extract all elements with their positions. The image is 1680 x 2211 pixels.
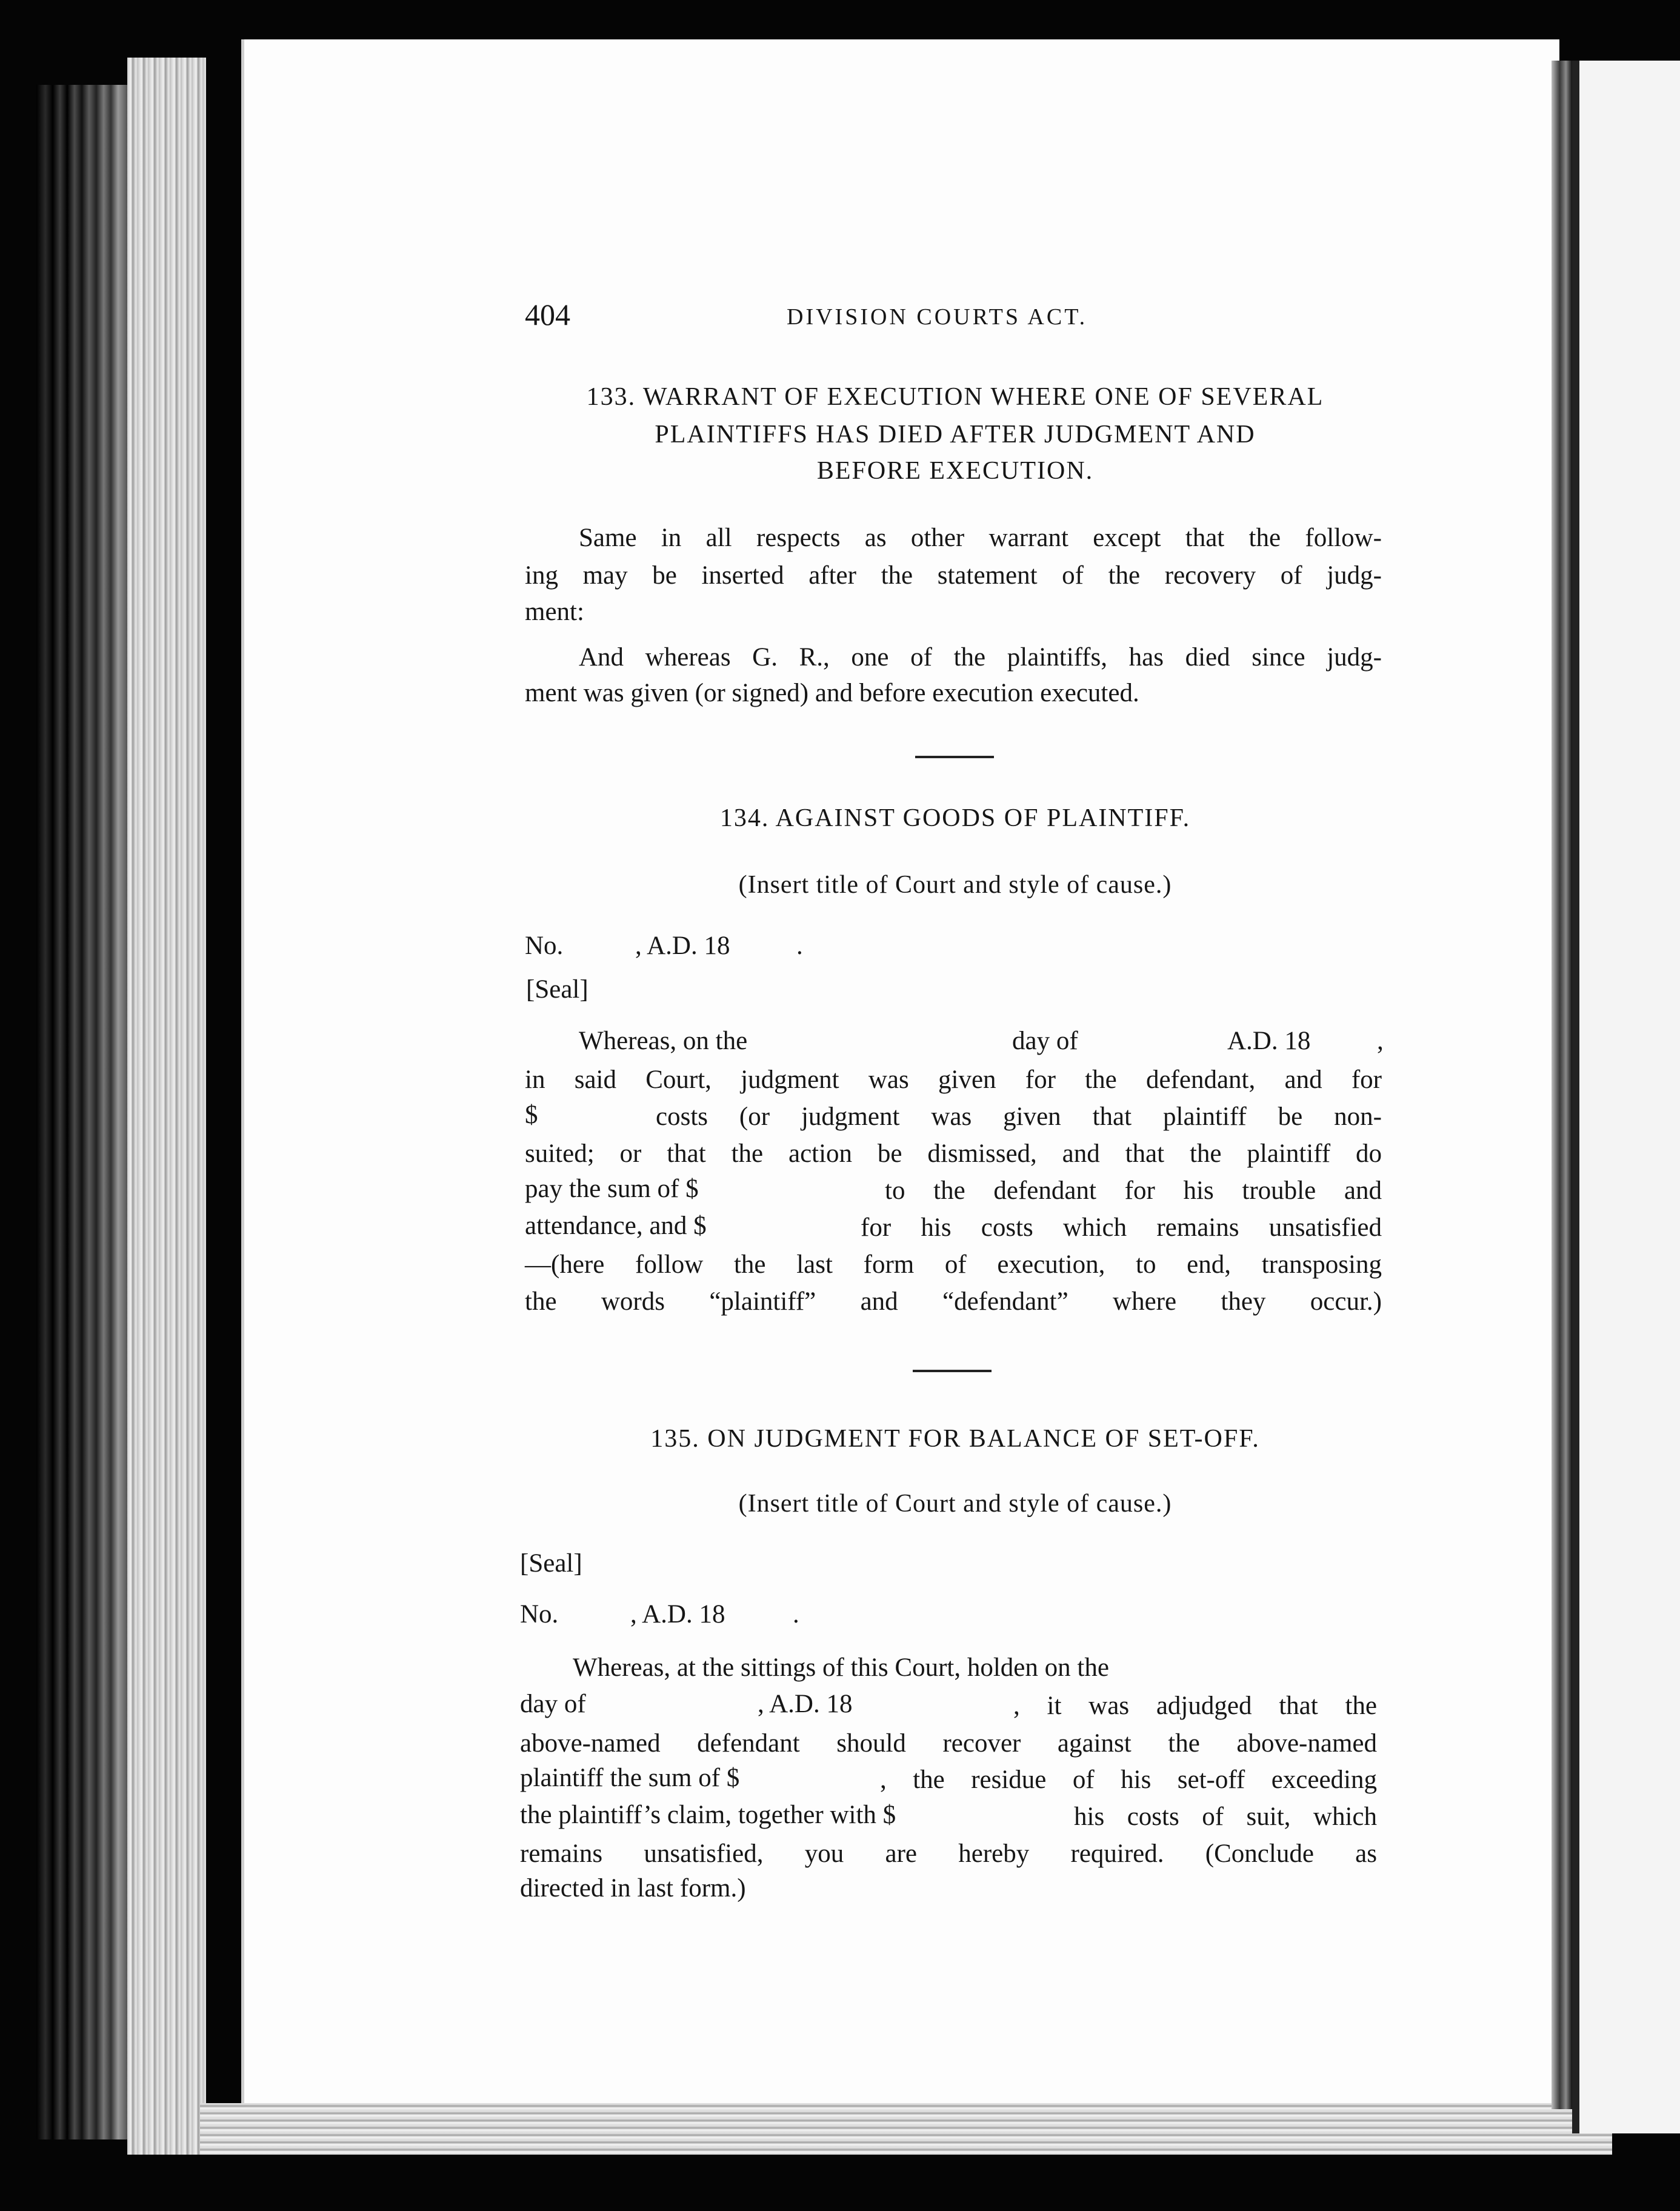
s135-claim-b: his costs of suit, which — [1074, 1802, 1377, 1831]
s135-ad-label: , A.D. 18 — [630, 1600, 725, 1629]
s135-ad-period: . — [793, 1600, 799, 1629]
s134-att-a: attendance, and $ — [525, 1212, 707, 1240]
s134-att-b: for his costs which remains unsatisfied — [861, 1213, 1382, 1242]
s135-claim-a: the plaintiff’s claim, together with $ — [520, 1801, 896, 1829]
s134-body-line-3: —(here follow the last form of execution, to end, transposing — [525, 1250, 1382, 1279]
s135-ad18: , A.D. 18 — [758, 1690, 853, 1718]
section-133-title-line-3: BEFORE EXECUTION. — [816, 457, 1094, 485]
s135-line-7: directed in last form.) — [520, 1874, 746, 1903]
facing-page-shadow — [1572, 61, 1579, 2133]
s134-costs-line: costs (or judgment was given that plaintiff be non- — [656, 1102, 1382, 1131]
section-135-title: 135. ON JUDGMENT FOR BALANCE OF SET-OFF. — [650, 1425, 1260, 1453]
section-divider — [913, 1370, 992, 1372]
s134-instruction: (Insert title of Court and style of cause.) — [738, 871, 1172, 899]
page-stack-bottom — [200, 2103, 1612, 2155]
section-133-title-line-1: 133. WARRANT OF EXECUTION WHERE ONE OF SEVERAL — [586, 383, 1324, 411]
s133-para2-line-2: ment was given (or signed) and before execution executed. — [525, 679, 1139, 707]
s134-day-of: day of — [1012, 1027, 1078, 1055]
s133-para1-line-3: ment: — [525, 598, 584, 626]
s135-instruction: (Insert title of Court and style of cause.) — [738, 1490, 1172, 1518]
s135-plaintiff-sum-a: plaintiff the sum of $ — [520, 1764, 740, 1792]
s134-ad18: A.D. 18 — [1227, 1027, 1311, 1055]
section-divider — [915, 756, 994, 758]
s134-body-line-2: suited; or that the action be dismissed, and that the plaintiff do — [525, 1139, 1382, 1168]
s134-pay-b: to the defendant for his trouble and — [885, 1176, 1382, 1205]
section-133-title-line-2: PLAINTIFFS HAS DIED AFTER JUDGMENT AND — [655, 421, 1256, 449]
s135-number-label: No. — [520, 1600, 559, 1629]
s135-adjudged: , it was adjudged that the — [1013, 1692, 1377, 1720]
s133-para1-line-1: Same in all respects as other warrant except that the follow- — [579, 524, 1382, 552]
s134-body-line-1: in said Court, judgment was given for the defendant, and for — [525, 1065, 1382, 1094]
s134-whereas: Whereas, on the — [579, 1027, 748, 1055]
s135-seal: [Seal] — [520, 1549, 582, 1578]
s135-plaintiff-sum-b: , the residue of his set-off exceeding — [880, 1766, 1377, 1794]
running-head: DIVISION COURTS ACT. — [787, 304, 1088, 330]
s134-ad-label: , A.D. 18 — [635, 932, 730, 960]
s134-seal: [Seal] — [526, 975, 588, 1004]
facing-page-edge — [1572, 61, 1680, 2133]
s135-line-3: above-named defendant should recover against the above-named — [520, 1729, 1377, 1758]
s135-line-6: remains unsatisfied, you are hereby required. (Conclude as — [520, 1839, 1377, 1868]
s134-pay-a: pay the sum of $ — [525, 1175, 699, 1203]
s134-dollar: $ — [525, 1101, 538, 1129]
s134-body-line-4: the words “plaintiff” and “defendant” where they occur.) — [525, 1287, 1382, 1316]
page-gutter-shadow — [1552, 61, 1572, 2109]
s133-para1-line-2: ing may be inserted after the statement of the recovery of judg- — [525, 561, 1382, 590]
s134-ad-period: . — [796, 932, 803, 960]
section-134-title: 134. AGAINST GOODS OF PLAINTIFF. — [719, 804, 1191, 832]
book-spine-edge — [36, 85, 127, 2139]
s135-day-of: day of — [520, 1690, 586, 1718]
page-number: 404 — [525, 298, 570, 332]
s134-comma: , — [1377, 1027, 1384, 1055]
s133-para2-line-1: And whereas G. R., one of the plaintiffs, has died since judg- — [579, 643, 1382, 672]
s134-number-label: No. — [525, 932, 564, 960]
page-stack-left — [127, 58, 206, 2155]
s135-line-1: Whereas, at the sittings of this Court, holden on the — [573, 1653, 1109, 1682]
